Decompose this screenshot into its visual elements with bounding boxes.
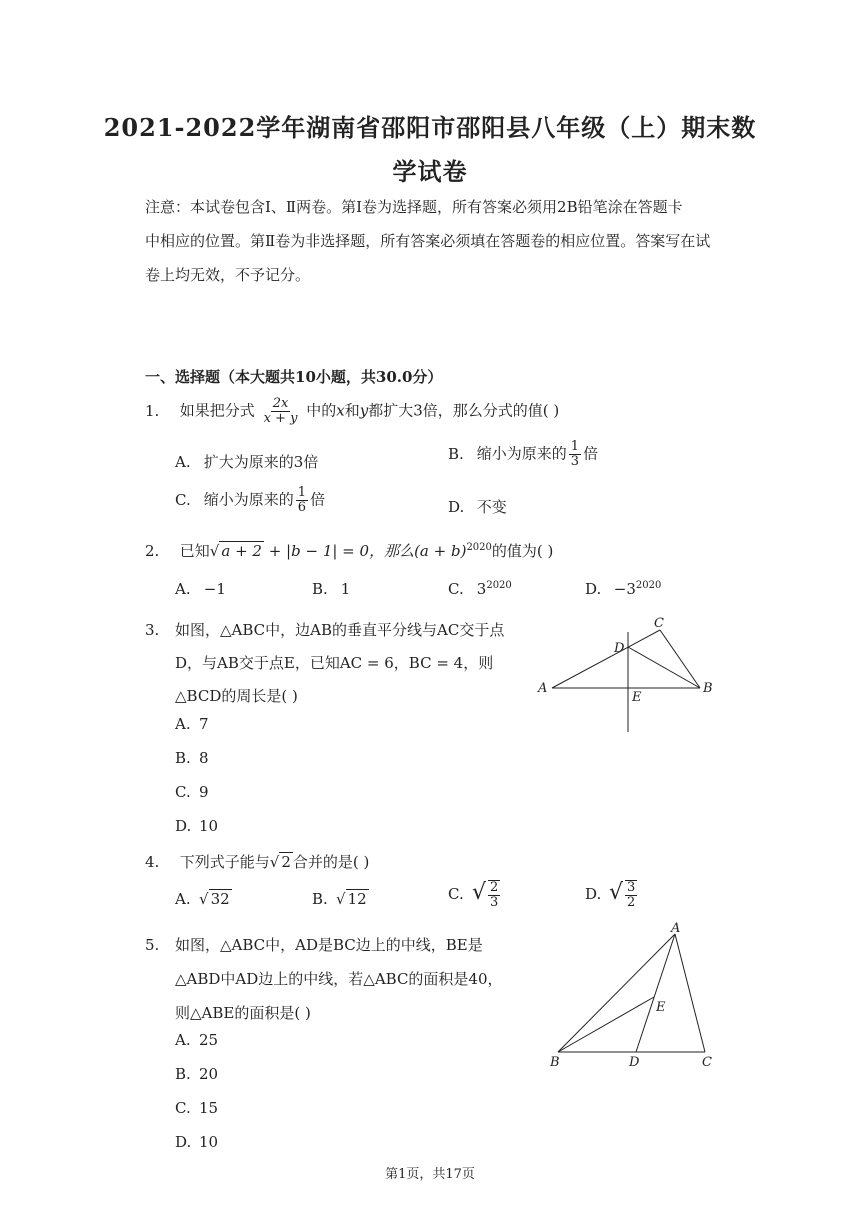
question-1 [145, 397, 559, 426]
q4-option-a[interactable] [175, 890, 232, 908]
option-sqrt: √ 12 [336, 890, 367, 908]
option-exponent: 2020 [486, 580, 512, 591]
label-a: A [538, 681, 548, 696]
question-5 [145, 928, 503, 1030]
q3-text-line2: D，与AB交于点E，已知AC = 6，BC = 4，则 [175, 654, 494, 672]
option-letter: C. [175, 1099, 191, 1117]
option-text: 倍 [310, 490, 326, 509]
q4-sqrt: √ 2 [269, 853, 291, 871]
page-footer: 第1页，共17页 [385, 1167, 475, 1182]
option-letter: C. [175, 783, 191, 801]
q2-text-post: 的值为( ) [491, 542, 554, 560]
q1-option-a[interactable] [175, 451, 318, 472]
option-text: 9 [199, 783, 209, 801]
q1-fraction [262, 397, 300, 426]
label-c: C [654, 616, 664, 631]
q2-sqrt: √ a + 2 [209, 542, 262, 560]
q1-option-d[interactable] [448, 496, 507, 517]
frac-numerator: 1 [570, 439, 580, 454]
option-text: −3 [613, 580, 636, 598]
option-radicand: 32 [210, 890, 230, 908]
option-letter: C. [448, 580, 464, 598]
segment-cb [660, 630, 700, 688]
option-letter: C. [175, 490, 191, 509]
option-text: 扩大为原来的3倍 [203, 453, 319, 471]
option-text: 倍 [583, 444, 599, 463]
q1-frac-denominator: x + y [263, 411, 298, 426]
question-number: 3. [145, 621, 160, 639]
option-text: 3 [476, 580, 487, 598]
q5-option-c[interactable] [175, 1099, 218, 1117]
option-sqrt: √ [472, 880, 487, 905]
frac-denominator: 3 [570, 454, 580, 469]
q3-text-line3: △BCD的周长是( ) [175, 687, 298, 705]
label-d: D [629, 1055, 640, 1070]
label-b: B [550, 1055, 560, 1070]
option-letter: C. [448, 885, 464, 903]
option-letter: B. [448, 444, 464, 463]
frac-denominator: 3 [490, 895, 499, 910]
q5-text-line3: 则△ABE的面积是( ) [175, 1004, 311, 1022]
option-text: 不变 [476, 498, 507, 516]
segment-be [558, 997, 654, 1052]
q4-option-c[interactable] [448, 880, 502, 910]
label-e: E [656, 1000, 666, 1015]
q5-figure [540, 920, 730, 1075]
frac-numerator: 3 [627, 880, 636, 895]
frac-denominator: 6 [297, 500, 307, 515]
q1-var-y: y [359, 401, 369, 420]
option-text: 15 [199, 1099, 219, 1117]
label-b: B [703, 681, 713, 696]
notice-line: 中相应的位置。第Ⅱ卷为非选择题，所有答案必须填在答题卷的相应位置。答案写在试 [145, 232, 711, 250]
q5-text-line2: △ABD中AD边上的中线，若△ABC的面积是40， [175, 970, 503, 988]
label-d: D [614, 641, 625, 656]
option-letter: D. [585, 580, 602, 598]
q4-option-d[interactable] [585, 880, 639, 910]
segment-ba [558, 934, 675, 1052]
q4-text-post: 合并的是( ) [292, 853, 370, 871]
q1-var-x: x [336, 401, 345, 420]
option-fraction [488, 880, 500, 910]
notice-line: 卷上均无效，不予记分。 [145, 266, 311, 284]
option-sqrt: √ [609, 880, 624, 905]
question-number: 2. [145, 542, 160, 560]
segment-ac [552, 630, 660, 688]
option-text: 8 [199, 749, 209, 767]
option-sqrt: √ 32 [199, 890, 230, 908]
option-radicand: 12 [347, 890, 367, 908]
q1-text-post: 都扩大3倍，那么分式的值( ) [368, 401, 560, 420]
q3-option-a[interactable] [175, 715, 209, 733]
option-letter: B. [175, 749, 191, 767]
q4-radicand: 2 [281, 853, 291, 871]
q1-text-pre: 如果把分式 [179, 401, 255, 420]
option-letter: A. [175, 715, 191, 733]
option-text: 缩小为原来的 [476, 444, 567, 463]
q2-equation: + |b − 1| = 0，那么 [263, 542, 415, 560]
option-text: 1 [340, 580, 351, 598]
q3-option-d[interactable] [175, 817, 218, 835]
question-2 [145, 540, 553, 561]
option-letter: A. [175, 890, 191, 908]
q2-radicand: a + 2 [221, 542, 262, 560]
option-text: 25 [199, 1031, 219, 1049]
option-letter: D. [175, 817, 192, 835]
option-letter: B. [312, 580, 328, 598]
label-c: C [702, 1055, 712, 1070]
notice-line: 注意：本试卷包含Ⅰ、Ⅱ两卷。第Ⅰ卷为选择题，所有答案必须用2B铅笔涂在答题卡 [145, 198, 683, 216]
question-4 [145, 851, 369, 872]
q5-option-d[interactable] [175, 1133, 218, 1151]
q2-exponent: 2020 [466, 542, 492, 553]
option-letter: A. [175, 1031, 191, 1049]
option-letter: D. [585, 885, 602, 903]
q2-option-c[interactable] [448, 580, 512, 598]
question-number: 1. [145, 401, 160, 420]
option-letter: A. [175, 453, 191, 471]
question-3 [145, 614, 504, 713]
option-fraction [296, 486, 308, 515]
q1-option-c[interactable] [175, 486, 325, 515]
segment-db [628, 647, 700, 688]
q5-text-line1: 如图，△ABC中，AD是BC边上的中线，BE是 [175, 936, 483, 954]
frac-denominator: 2 [627, 895, 636, 910]
q4-text-pre: 下列式子能与 [179, 853, 270, 871]
option-letter: D. [175, 1133, 192, 1151]
page-title-line2: 学试卷 [392, 157, 468, 186]
q4-option-b[interactable] [312, 890, 369, 908]
option-text: −1 [203, 580, 226, 598]
q5-option-b[interactable] [175, 1065, 218, 1083]
page-title: 2021-2022学年湖南省邵阳市邵阳县八年级（上）期末数 [103, 113, 757, 142]
option-text: 缩小为原来的 [203, 490, 294, 509]
option-text: 10 [199, 1133, 219, 1151]
option-letter: D. [448, 498, 465, 516]
notice [145, 190, 725, 292]
option-exponent: 2020 [635, 580, 662, 591]
option-letter: B. [312, 890, 328, 908]
segment-ad [636, 934, 675, 1052]
section-title: 一、选择题（本大题共10小题，共30.0分） [145, 368, 443, 386]
q1-text: 和 [344, 401, 360, 420]
q3-text-line1: 如图，△ABC中，边AB的垂直平分线与AC交于点 [175, 621, 505, 639]
question-number: 4. [145, 853, 160, 871]
option-text: 10 [199, 817, 219, 835]
q2-option-d[interactable] [585, 580, 661, 598]
option-fraction [569, 440, 581, 469]
question-number: 5. [145, 936, 160, 954]
q2-text-pre: 已知 [179, 542, 210, 560]
label-e: E [632, 690, 642, 705]
q5-option-a[interactable] [175, 1031, 218, 1049]
option-text: 20 [199, 1065, 219, 1083]
q3-figure [530, 610, 730, 735]
label-a: A [671, 921, 681, 936]
q2-expression: (a + b) [414, 542, 467, 560]
q1-text: 中的 [306, 401, 337, 420]
option-letter: A. [175, 580, 191, 598]
option-letter: B. [175, 1065, 191, 1083]
option-fraction [625, 880, 637, 910]
q3-option-b[interactable] [175, 749, 209, 767]
frac-numerator: 1 [297, 485, 307, 500]
q3-option-c[interactable] [175, 783, 209, 801]
q2-option-a[interactable] [175, 580, 226, 598]
option-text: 7 [199, 715, 209, 733]
q1-frac-numerator: 2x [272, 396, 289, 411]
q2-option-b[interactable] [312, 580, 350, 598]
q1-option-b[interactable] [448, 440, 598, 469]
frac-numerator: 2 [490, 880, 499, 895]
segment-ac [675, 934, 705, 1052]
